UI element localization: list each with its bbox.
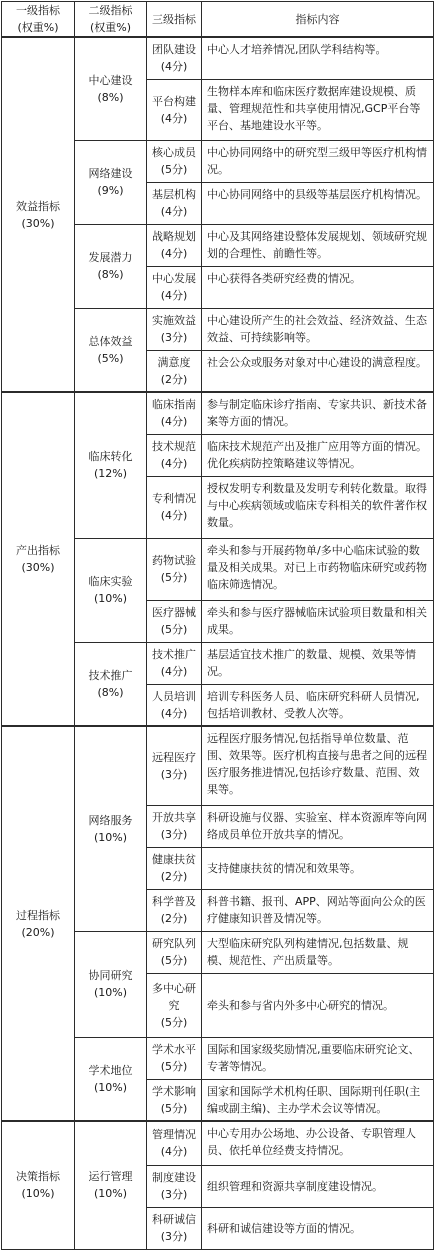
- content-cell: 社会公众或服务对象对中心建设的满意程度。: [202, 350, 434, 392]
- level3-cell: 基层机构 (4分): [147, 182, 202, 224]
- header-row: [2, 2, 434, 38]
- content-cell: 中心建设所产生的社会效益、经济效益、生态效益、可持续影响等。: [202, 308, 434, 350]
- level3-cell: 人员培训 (4分): [147, 684, 202, 726]
- level2-cell: 技术推广 (8%): [75, 642, 147, 726]
- level3-cell: 平台构建 (4分): [147, 79, 202, 140]
- content-cell: 中心协同网络中的研究型三级甲等医疗机构情况。: [202, 140, 434, 182]
- content-cell: 组织管理和资源共享制度建设情况。: [202, 1165, 434, 1207]
- content-cell: 国家和国际学术机构任职、国际期刊任职(主编或副主编)、主办学术会议等情况。: [202, 1079, 434, 1121]
- content-cell: 牵头和参与医疗器械临床试验项目数量和相关成果。: [202, 600, 434, 642]
- content-cell: 临床技术规范产出及推广应用等方面的情况。优化疾病防控策略建议等情况。: [202, 434, 434, 476]
- content-cell: 培训专科医务人员、临床研究科研人员情况,包括培训教材、受教人次等。: [202, 684, 434, 726]
- level3-cell: 开放共享 (3分): [147, 805, 202, 847]
- level3-cell: 专利情况 (4分): [147, 476, 202, 538]
- level1-cell: 产出指标 (30%): [2, 392, 75, 726]
- header-level2: 二级指标 (权重%): [75, 2, 147, 38]
- content-cell: 中心人才培养情况,团队学科结构等。: [202, 37, 434, 79]
- level3-cell: 学术水平 (5分): [147, 1037, 202, 1079]
- level3-cell: 药物试验 (5分): [147, 538, 202, 600]
- table-row: [2, 37, 434, 79]
- content-cell: 大型临床研究队列构建情况,包括数量、规模、规范性、产出质量等。: [202, 931, 434, 973]
- content-cell: 科研设施与仪器、实验室、样本资源库等向网络成员单位开放共享的情况。: [202, 805, 434, 847]
- level3-cell: 技术推广 (4分): [147, 642, 202, 684]
- content-cell: 中心获得各类研究经费的情况。: [202, 266, 434, 308]
- content-cell: 基层适宜技术推广的数量、规模、效果等情况。: [202, 642, 434, 684]
- content-cell: 支持健康扶贫的情况和效果等。: [202, 847, 434, 889]
- table-row: [2, 726, 434, 805]
- level3-cell: 远程医疗 (3分): [147, 726, 202, 805]
- header-content: 指标内容: [202, 2, 434, 38]
- table-row: [2, 392, 434, 434]
- level3-cell: 科学普及 (2分): [147, 889, 202, 931]
- level3-cell: 团队建设 (4分): [147, 37, 202, 79]
- level2-cell: 临床实验 (10%): [75, 538, 147, 642]
- level1-cell: 决策指标 (10%): [2, 1121, 75, 1249]
- level3-cell: 管理情况 (4分): [147, 1121, 202, 1165]
- level1-cell: 过程指标 (20%): [2, 726, 75, 1121]
- content-cell: 中心及其网络建设整体发展规划、领域研究规划的合理性、前瞻性等。: [202, 224, 434, 266]
- header-level1: 一级指标 (权重%): [2, 2, 75, 38]
- level3-cell: 健康扶贫 (2分): [147, 847, 202, 889]
- level3-cell: 核心成员 (5分): [147, 140, 202, 182]
- level3-cell: 学术影响 (5分): [147, 1079, 202, 1121]
- level1-cell: 效益指标 (30%): [2, 37, 75, 392]
- content-cell: 牵头和参与开展药物单/多中心临床试验的数量及相关成果。对已上市药物临床研究或药物临床筛选情况。: [202, 538, 434, 600]
- level3-cell: 多中心研究 (5分): [147, 973, 202, 1037]
- level3-cell: 医疗器械 (5分): [147, 600, 202, 642]
- level3-cell: 实施效益 (3分): [147, 308, 202, 350]
- level2-cell: 网络建设 (9%): [75, 140, 147, 224]
- content-cell: 生物样本库和临床医疗数据库建设规模、质量、管理规范性和共享使用情况,GCP平台等平台、基地建设水平等。: [202, 79, 434, 140]
- content-cell: 中心专用办公场地、办公设备、专职管理人员、依托单位经费支持情况。: [202, 1121, 434, 1165]
- content-cell: 授权发明专利数量及发明专利转化数量。取得与中心疾病领域或临床专科相关的软件著作权数量。: [202, 476, 434, 538]
- level2-cell: 网络服务 (10%): [75, 726, 147, 931]
- content-cell: 参与制定临床诊疗指南、专家共识、新技术备案等方面的情况。: [202, 392, 434, 434]
- header-level3: 三级指标: [147, 2, 202, 38]
- level3-cell: 技术规范 (4分): [147, 434, 202, 476]
- level2-cell: 总体效益 (5%): [75, 308, 147, 392]
- level3-cell: 满意度 (2分): [147, 350, 202, 392]
- level2-cell: 发展潜力 (8%): [75, 224, 147, 308]
- level3-cell: 中心发展 (4分): [147, 266, 202, 308]
- level2-cell: 运行管理 (10%): [75, 1121, 147, 1249]
- level3-cell: 战略规划 (4分): [147, 224, 202, 266]
- content-cell: 科普书籍、报刊、APP、网站等面向公众的医疗健康知识普及情况等。: [202, 889, 434, 931]
- level3-cell: 临床指南 (4分): [147, 392, 202, 434]
- level2-cell: 中心建设 (8%): [75, 37, 147, 140]
- level2-cell: 协同研究 (10%): [75, 931, 147, 1037]
- content-cell: 牵头和参与省内外多中心研究的情况。: [202, 973, 434, 1037]
- level3-cell: 制度建设 (3分): [147, 1165, 202, 1207]
- level3-cell: 科研诚信 (3分): [147, 1207, 202, 1249]
- content-cell: 科研和诚信建设等方面的情况。: [202, 1207, 434, 1249]
- content-cell: 中心协同网络中的县级等基层医疗机构情况。: [202, 182, 434, 224]
- level3-cell: 研究队列 (5分): [147, 931, 202, 973]
- content-cell: 国际和国家级奖励情况,重要临床研究论文、专著等情况。: [202, 1037, 434, 1079]
- level2-cell: 临床转化 (12%): [75, 392, 147, 538]
- level2-cell: 学术地位 (10%): [75, 1037, 147, 1121]
- content-cell: 远程医疗服务情况,包括指导单位数量、范围、效果等。医疗机构直接与患者之间的远程医疗服务推进情况,包括诊疗数量、范围、效果等。: [202, 726, 434, 805]
- table-row: [2, 1121, 434, 1165]
- indicator-table: [1, 1, 434, 1250]
